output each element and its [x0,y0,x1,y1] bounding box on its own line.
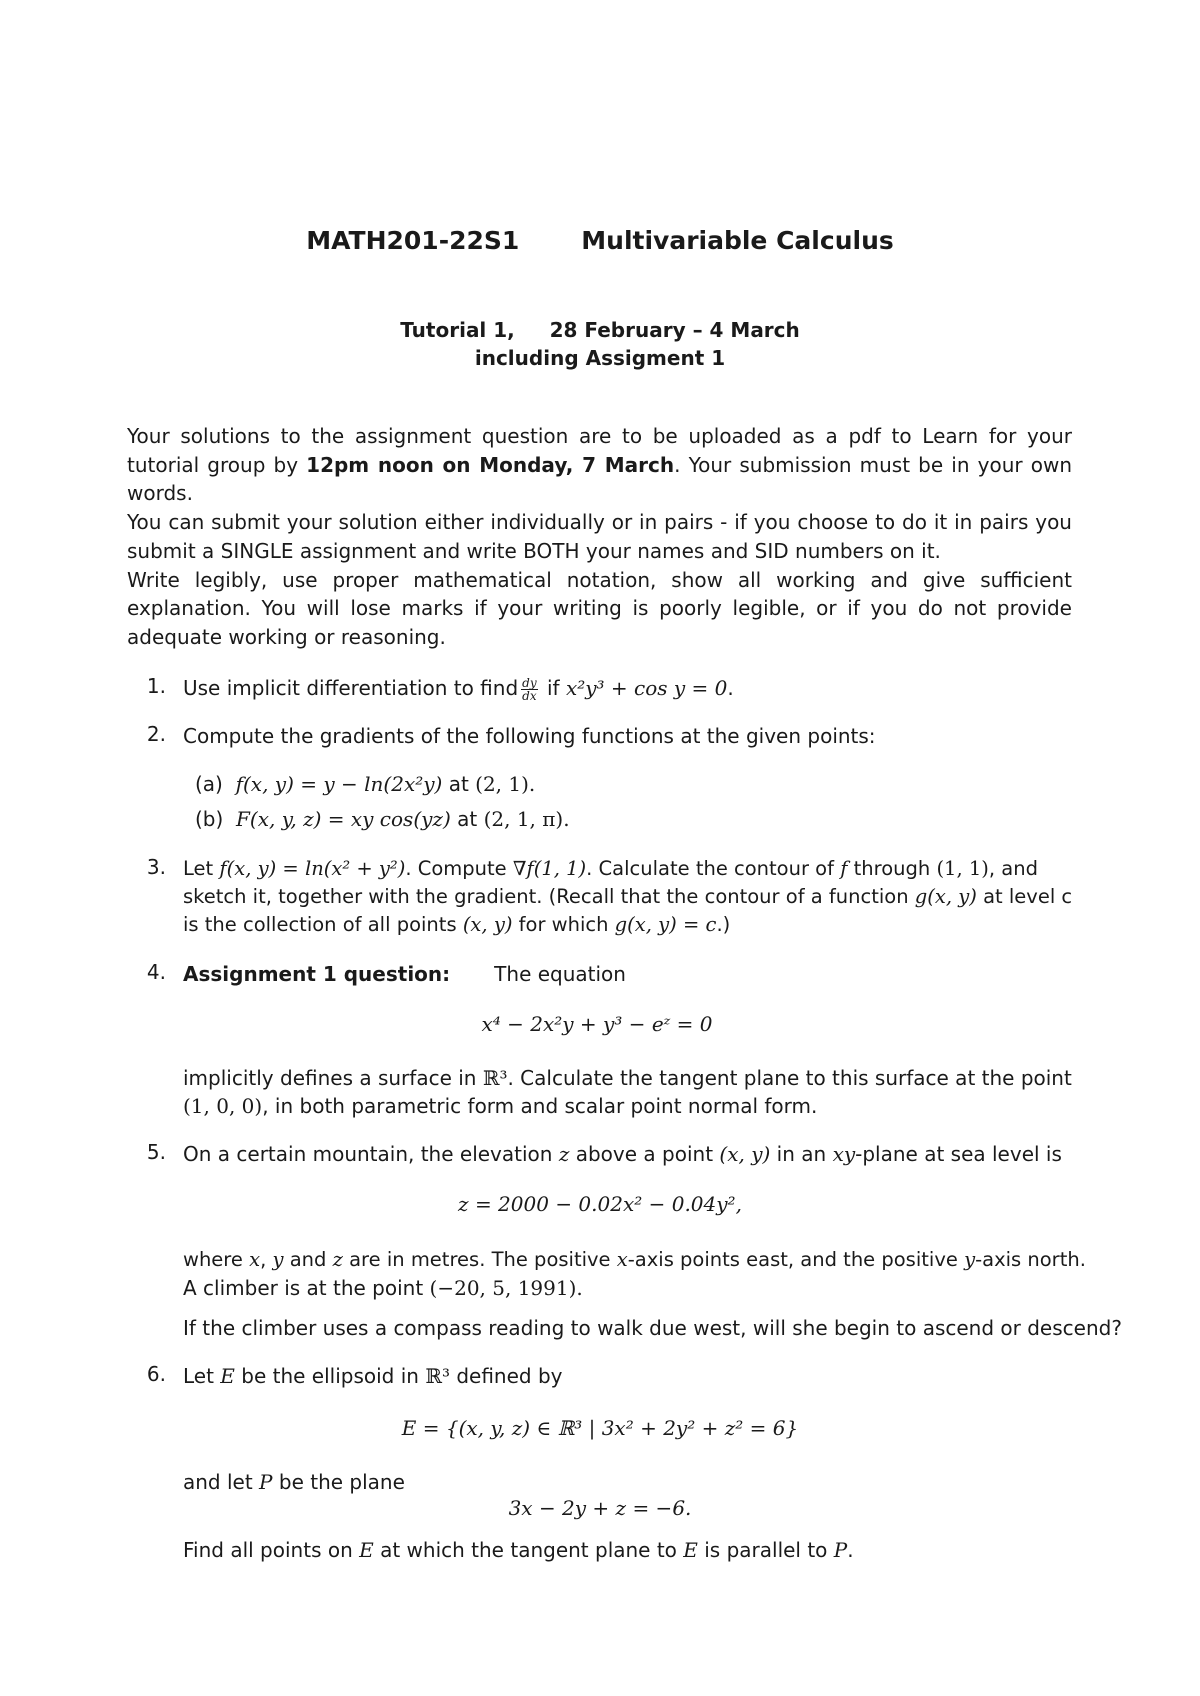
q5-text: A climber is at the point [183,1276,430,1300]
question-3-line-2 [183,883,1072,911]
instructions-p3: Write legibly, use proper mathematical notation, show all working and give sufficient explanation. You will lose marks if your writing is poorly legible, or if you do not provide adequate working or reasoning. [127,567,1072,649]
q5-x: x [616,1248,628,1271]
q6-text: defined by [449,1364,563,1388]
q2-b-equation: F(x, y, z) = xy cos(yz) [236,807,451,831]
q6-text: . [847,1538,854,1562]
q6-text: and let [183,1470,260,1494]
q5-text: On a certain mountain, the elevation [183,1142,559,1166]
q3-function: f(x, y) = ln(x² + y²) [219,857,406,880]
q4-point: (1, 0, 0) [183,1094,263,1118]
q3-text: for which [512,913,615,936]
q4-r3: ℝ³ [482,1066,508,1090]
q5-xy: (x, y) [719,1142,771,1166]
q5-text: -axis points east, and the positive [627,1248,965,1271]
q4-line-2 [183,1092,817,1120]
assignment-line: including Assigment 1 [474,346,726,370]
question-6-line-1 [183,1362,563,1390]
instructions-p2: You can submit your solution either individually or in pairs - if you choose to do it in pairs you submit a SINGLE assignment and write BOTH your names and SID numbers on it. [127,510,1072,563]
q3-text: Let [183,857,220,880]
q1-end: . [727,676,734,700]
question-3-line-1 [183,855,1038,883]
q6-E: E [359,1538,374,1562]
q3-level: g(x, y) = c [614,913,717,936]
q5-text: above a point [569,1142,720,1166]
q5-z: z [558,1142,570,1166]
q6-P: P [833,1538,848,1562]
q3-text: is the collection of all points [183,913,463,936]
dy-dx-fraction [521,677,537,702]
q3-point: (1, 1) [936,857,989,880]
question-6-line-2 [183,1468,405,1496]
q2-a-point: (2, 1). [475,772,536,796]
q2-a-at: at [442,772,476,796]
question-1 [183,674,734,702]
ellipsoid-equation: E = {(x, y, z) ∈ ℝ³ | 3x² + 2y² + z² = 6} [401,1416,799,1440]
tutorial-line: Tutorial 1, 28 February – 4 March [400,318,800,342]
q1-if: if [540,676,566,700]
question-6-line-3 [183,1536,854,1564]
q5-text: are in metres. The positive [342,1248,617,1271]
instructions-p1 [127,422,1072,508]
question-4 [183,960,626,988]
q2-part-b [195,805,570,833]
question-5-line-4: If the climber uses a compass reading to walk due west, will she begin to ascend or descend? [183,1316,1122,1340]
q4-equation: x⁴ − 2x²y + y³ − eᶻ = 0 [481,1012,713,1036]
q5-z: z [332,1248,343,1271]
q5-y: y [964,1248,976,1271]
q1-number: 1. [146,674,166,698]
q2-b-label: (b) [195,807,224,831]
q4-text: The equation [494,962,626,986]
q3-f: f [840,857,848,880]
q6-E: E [220,1364,235,1388]
q3-number: 3. [146,855,166,879]
q4-text: implicitly defines a surface in [183,1066,483,1090]
assignment-question-label: Assignment 1 question: [183,962,451,986]
q5-text: in an [770,1142,833,1166]
plane-equation: 3x − 2y + z = −6. [508,1496,692,1520]
instructions [127,422,1072,652]
q3-g: g(x, y) [914,885,977,908]
q5-text: -axis north. [975,1248,1086,1271]
q2-a-equation: f(x, y) = y − ln(2x²y) [235,772,443,796]
question-5-line-1 [183,1140,1062,1168]
question-3-line-3 [183,911,730,939]
q4-line-1 [183,1064,1072,1092]
instructions-p1-end: . Your submission must be in your own words. [127,452,1072,506]
question-5-line-3 [183,1274,583,1302]
q6-text: Let [183,1364,221,1388]
q3-text: , and [988,857,1038,880]
q6-text: is parallel to [697,1538,834,1562]
q3-text: . Calculate the contour of [586,857,841,880]
q5-text: , [260,1248,273,1271]
page-title [0,226,1200,255]
q3-text: sketch it, together with the gradient. (Recall that the contour of a function [183,885,915,908]
q6-text: be the ellipsoid in [234,1364,426,1388]
instructions-p1-text: Your solutions to the assignment question are to be uploaded as a pdf to Learn for your tutorial group by [127,424,1072,477]
q3-text: . Compute [405,857,513,880]
q5-text: -plane at sea level is [855,1142,1062,1166]
q5-y: y [272,1248,284,1271]
q5-equation: z = 2000 − 0.02x² − 0.04y², [458,1192,742,1216]
q3-text: through [847,857,937,880]
q6-text: be the plane [272,1470,405,1494]
q3-text: at level c [976,885,1073,908]
q5-text: and [283,1248,333,1271]
course-code: MATH201-22S1 [306,226,520,255]
q6-E: E [683,1538,698,1562]
frac-bottom: dx [522,689,537,703]
q5-x: x [249,1248,261,1271]
question-2: Compute the gradients of the following functions at the given points: [183,724,876,748]
q4-number: 4. [146,960,166,984]
q3-gradient: ∇f(1, 1) [512,857,587,880]
question-5-line-2 [183,1246,1086,1274]
q1-text: Use implicit differentiation to find [183,676,519,700]
q2-part-a [195,770,535,798]
q2-b-at: at [450,807,484,831]
q3-xy: (x, y) [462,913,513,936]
q6-text: Find all points on [183,1538,360,1562]
q2-b-point: (2, 1, π). [483,807,570,831]
q4-text: , in both parametric form and scalar point normal form. [262,1094,818,1118]
q6-P: P [259,1470,273,1494]
course-name: Multivariable Calculus [581,226,894,255]
frac-top: dy [522,676,537,690]
q5-climber-point: (−20, 5, 1991). [429,1276,583,1300]
q5-text: where [183,1248,250,1271]
q5-number: 5. [146,1140,166,1164]
q5-xy-plane: xy [832,1142,856,1166]
q4-text: . Calculate the tangent plane to this surface at the point [507,1066,1072,1090]
q3-text: .) [716,913,731,936]
q2-a-label: (a) [195,772,223,796]
q2-number: 2. [146,722,166,746]
q6-text: at which the tangent plane to [373,1538,684,1562]
deadline: 12pm noon on Monday, 7 March [306,452,675,477]
q6-number: 6. [146,1362,166,1386]
q1-equation: x²y³ + cos y = 0 [565,676,728,700]
q6-r3: ℝ³ [425,1364,450,1388]
